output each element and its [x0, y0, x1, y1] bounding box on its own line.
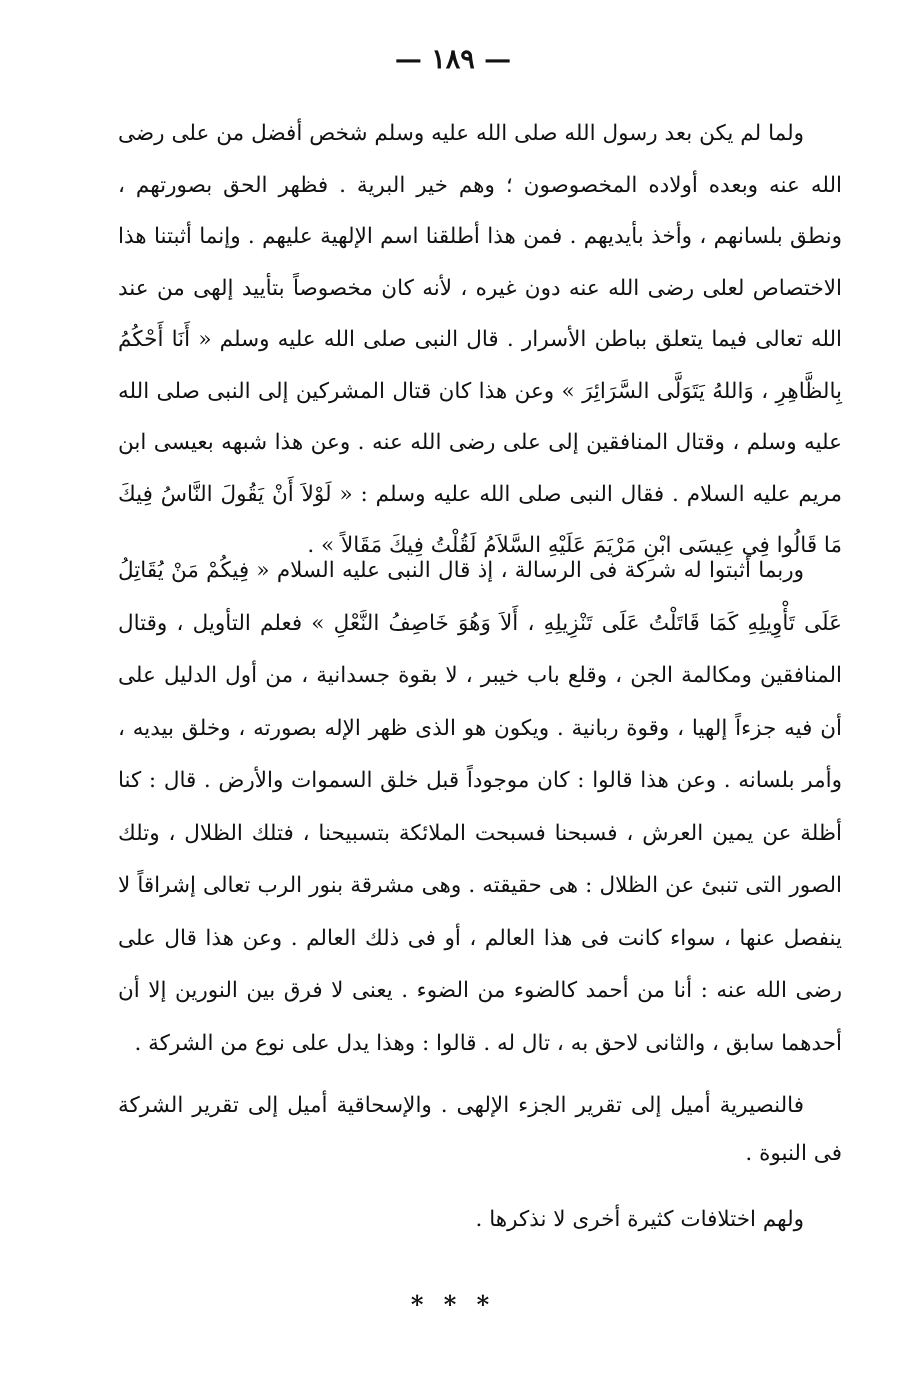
- paragraph-2: [118, 545, 842, 1070]
- paragraph-3: [118, 1082, 842, 1178]
- page-number: — ١٨٩ —: [394, 44, 512, 75]
- paragraph-text: وربما أثبتوا له شركة فى الرسالة ، إذ قال النبى عليه السلام « فِيكُمْ مَنْ يُقَاتِلُ عَلَى تَأْوِيلِهِ كَمَا قَاتَلْتُ عَلَى تَنْزِيلِهِ ، أَلاَ وَهُوَ خَاصِفُ النَّعْلِ » فعلم التأويل ، وقتال المنافقين ومكالمة الجن ، وقلع باب خيبر ، لا بقوة جسدانية ، من أول الدليل على أن فيه جزءاً إلهيا ، وقوة ربانية . ويكون هو الذى ظهر الإله بصورته ، وخلق بيديه ، وأمر بلسانه . وعن هذا قالوا : كان موجوداً قبل خلق السموات والأرض . قال : كنا أظلة عن يمين العرش ، فسبحنا فسبحت الملائكة بتسبيحنا ، فتلك الظلال ، وتلك الصور التى تنبئ عن الظلال : هى حقيقته . وهى مشرقة بنور الرب تعالى إشراقاً لا ينفصل عنها ، سواء كانت فى هذا العالم ، أو فى ذلك العالم . وعن هذا قال على رضى الله عنه : أنا من أحمد كالضوء من الضوء . يعنى لا فرق بين النورين إلا أن أحدهما سابق ، والثانى لاحق به ، تال له . قالوا : وهذا يدل على نوع من الشركة .: [118, 558, 842, 1056]
- paragraph-4: [118, 1196, 842, 1244]
- paragraph-text: ولما لم يكن بعد رسول الله صلى الله عليه وسلم شخص أفضل من على رضى الله عنه وبعده أولاده المخصوصون ؛ وهم خير البرية . فظهر الحق بصورتهم ، ونطق بلسانهم ، وأخذ بأيديهم . فمن هذا أطلقنا اسم الإلهية عليهم . وإنما أثبتنا هذا الاختصاص لعلى رضى الله عنه دون غيره ، لأنه كان مخصوصاً بتأييد إلهى من عند الله تعالى فيما يتعلق بباطن الأسرار . قال النبى صلى الله عليه وسلم « أَنَا أَحْكُمُ بِالظَّاهِرِ ، وَاللهُ يَتَوَلَّى السَّرَائِرَ » وعن هذا كان قتال المشركين إلى النبى صلى الله عليه وسلم ، وقتال المنافقين إلى على رضى الله عنه . وعن هذا شبهه بعيسى ابن مريم عليه السلام . فقال النبى صلى الله عليه وسلم : « لَوْلاَ أَنْ يَقُولَ النَّاسُ فِيكَ مَا قَالُوا فِي عِيسَى ابْنِ مَرْيَمَ عَلَيْهِ السَّلاَمُ لَقُلْتُ فِيكَ مَقَالاً » .: [118, 121, 842, 558]
- paragraph-text: فالنصيرية أميل إلى تقرير الجزء الإلهى . والإسحاقية أميل إلى تقرير الشركة فى النبوة .: [118, 1093, 842, 1166]
- paragraph-1: [118, 108, 842, 572]
- section-separator: * * *: [410, 1290, 496, 1319]
- paragraph-text: ولهم اختلافات كثيرة أخرى لا نذكرها .: [475, 1207, 804, 1232]
